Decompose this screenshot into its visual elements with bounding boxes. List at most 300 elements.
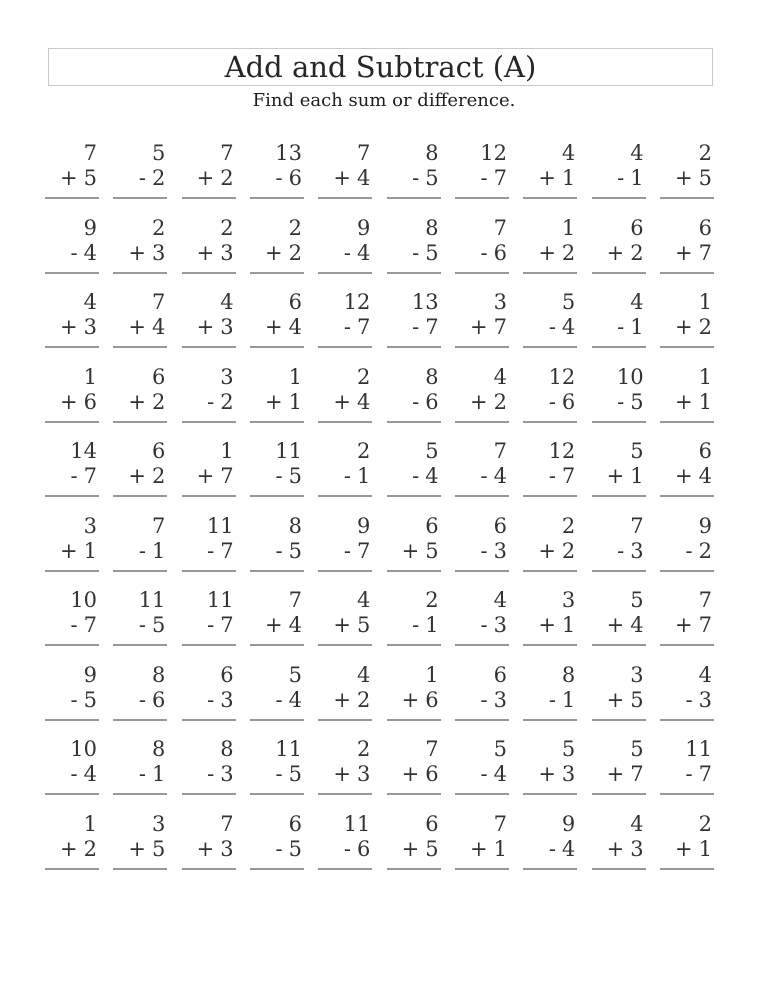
problem-top-number: 2 bbox=[425, 588, 439, 612]
minus-operator: - bbox=[412, 315, 420, 339]
problem-bottom-number: 1 bbox=[698, 836, 712, 861]
worksheet-title: Add and Subtract (A) bbox=[224, 49, 537, 84]
problem-top-number: 8 bbox=[425, 141, 439, 165]
problem-bottom-number: 7 bbox=[630, 762, 644, 786]
problem-top-number: 7 bbox=[493, 439, 507, 463]
plus-operator: + bbox=[674, 166, 693, 190]
plus-operator: + bbox=[128, 315, 146, 339]
problem-cell bbox=[45, 663, 99, 721]
problem-operation-row bbox=[660, 688, 714, 713]
problem-top-number: 2 bbox=[561, 513, 576, 538]
problem-bottom-number: 4 bbox=[83, 762, 97, 786]
problem-top-number: 8 bbox=[425, 364, 439, 389]
problem-cell bbox=[250, 588, 304, 646]
problem-bottom-number: 4 bbox=[425, 464, 439, 488]
problem-cell bbox=[660, 439, 714, 497]
plus-operator: + bbox=[60, 538, 78, 563]
problem-cell bbox=[592, 290, 646, 348]
problem-bottom-number: 5 bbox=[288, 762, 302, 786]
minus-operator: - bbox=[138, 687, 146, 712]
plus-operator: + bbox=[333, 389, 351, 414]
problem-cell bbox=[592, 216, 646, 274]
problem-cell bbox=[523, 588, 577, 646]
problem-bottom-number: 5 bbox=[698, 166, 712, 190]
problem-top-number: 7 bbox=[356, 141, 371, 165]
problem-operation-row bbox=[592, 166, 646, 191]
problem-operation-row bbox=[523, 464, 577, 489]
plus-operator: + bbox=[606, 613, 625, 637]
plus-operator: + bbox=[606, 762, 625, 786]
problem-bottom-number: 5 bbox=[630, 389, 644, 414]
problem-bottom-number: 1 bbox=[630, 166, 644, 190]
problem-bottom-number: 6 bbox=[425, 762, 439, 786]
plus-operator: + bbox=[469, 836, 488, 861]
problem-top-number: 1 bbox=[698, 290, 712, 314]
problem-top-number: 1 bbox=[561, 215, 576, 240]
problem-operation-row bbox=[182, 613, 236, 638]
problem-cell bbox=[387, 216, 441, 274]
problem-operation-row bbox=[250, 390, 304, 415]
problem-cell bbox=[250, 439, 304, 497]
problem-operation-row bbox=[455, 464, 509, 489]
minus-operator: - bbox=[412, 613, 420, 637]
problem-cell bbox=[318, 588, 372, 646]
problem-cell bbox=[250, 290, 304, 348]
problem-bottom-number: 1 bbox=[630, 315, 644, 339]
plus-operator: + bbox=[469, 389, 488, 414]
problem-cell bbox=[250, 514, 304, 572]
problem-operation-row bbox=[660, 241, 714, 266]
minus-operator: - bbox=[343, 538, 351, 563]
problem-operation-row bbox=[455, 241, 509, 266]
problem-operation-row bbox=[523, 539, 577, 564]
problem-operation-row bbox=[660, 390, 714, 415]
problem-top-number: 1 bbox=[698, 364, 712, 389]
worksheet-instructions: Find each sum or difference. bbox=[252, 90, 516, 111]
problem-cell bbox=[387, 514, 441, 572]
problem-operation-row bbox=[250, 762, 304, 787]
problem-top-number: 3 bbox=[561, 588, 576, 612]
problem-top-number: 12 bbox=[548, 439, 576, 463]
problem-bottom-number: 5 bbox=[151, 836, 166, 861]
problem-operation-row bbox=[182, 539, 236, 564]
problem-bottom-number: 3 bbox=[493, 613, 507, 637]
problem-operation-row bbox=[387, 241, 441, 266]
problem-bottom-number: 5 bbox=[288, 464, 302, 488]
problem-bottom-number: 1 bbox=[561, 613, 576, 637]
problem-cell bbox=[113, 290, 167, 348]
problem-cell bbox=[182, 588, 236, 646]
minus-operator: - bbox=[343, 315, 351, 339]
problem-cell bbox=[113, 365, 167, 423]
problem-bottom-number: 5 bbox=[288, 836, 302, 861]
problem-cell bbox=[182, 737, 236, 795]
problem-bottom-number: 2 bbox=[288, 240, 302, 265]
problem-operation-row bbox=[318, 166, 372, 191]
problem-cell bbox=[455, 588, 509, 646]
plus-operator: + bbox=[674, 240, 693, 265]
plus-operator: + bbox=[674, 315, 693, 339]
problem-cell bbox=[182, 141, 236, 199]
problem-operation-row bbox=[592, 539, 646, 564]
problem-cell bbox=[660, 737, 714, 795]
problem-operation-row bbox=[592, 762, 646, 787]
problem-operation-row bbox=[250, 166, 304, 191]
problem-cell bbox=[660, 514, 714, 572]
problem-operation-row bbox=[455, 762, 509, 787]
problem-cell bbox=[387, 439, 441, 497]
problem-cell bbox=[387, 812, 441, 870]
problem-cell bbox=[113, 514, 167, 572]
problem-operation-row bbox=[45, 390, 99, 415]
problem-top-number: 12 bbox=[480, 141, 507, 165]
plus-operator: + bbox=[674, 836, 693, 861]
problem-operation-row bbox=[387, 390, 441, 415]
problem-bottom-number: 2 bbox=[220, 389, 234, 414]
problem-top-number: 8 bbox=[561, 662, 576, 687]
problem-top-number: 7 bbox=[630, 513, 644, 538]
minus-operator: - bbox=[275, 538, 283, 563]
problem-bottom-number: 4 bbox=[493, 464, 507, 488]
problem-top-number: 7 bbox=[220, 811, 234, 836]
problem-cell bbox=[250, 663, 304, 721]
plus-operator: + bbox=[538, 166, 556, 190]
problem-cell bbox=[45, 514, 99, 572]
problem-operation-row bbox=[455, 688, 509, 713]
problem-top-number: 6 bbox=[220, 662, 234, 687]
problem-top-number: 6 bbox=[151, 364, 166, 389]
problem-operation-row bbox=[113, 762, 167, 787]
problem-operation-row bbox=[318, 464, 372, 489]
problem-bottom-number: 1 bbox=[561, 166, 576, 190]
problem-operation-row bbox=[592, 464, 646, 489]
problem-operation-row bbox=[45, 688, 99, 713]
problem-operation-row bbox=[113, 315, 167, 340]
minus-operator: - bbox=[275, 762, 283, 786]
problem-top-number: 3 bbox=[220, 364, 234, 389]
problem-operation-row bbox=[45, 241, 99, 266]
problem-bottom-number: 7 bbox=[356, 315, 371, 339]
minus-operator: - bbox=[207, 613, 215, 637]
problem-operation-row bbox=[318, 688, 372, 713]
minus-operator: - bbox=[275, 836, 283, 861]
problem-operation-row bbox=[113, 837, 167, 862]
problem-top-number: 5 bbox=[288, 662, 302, 687]
minus-operator: - bbox=[275, 166, 283, 190]
problem-top-number: 8 bbox=[220, 737, 234, 761]
problem-bottom-number: 2 bbox=[151, 464, 166, 488]
problem-bottom-number: 7 bbox=[493, 315, 507, 339]
problem-bottom-number: 3 bbox=[356, 762, 371, 786]
plus-operator: + bbox=[606, 240, 625, 265]
problem-top-number: 2 bbox=[698, 141, 712, 165]
problem-cell bbox=[45, 141, 99, 199]
problem-bottom-number: 5 bbox=[151, 613, 166, 637]
problem-bottom-number: 2 bbox=[83, 836, 97, 861]
plus-operator: + bbox=[128, 240, 146, 265]
problem-top-number: 8 bbox=[151, 662, 166, 687]
minus-operator: - bbox=[685, 687, 693, 712]
problem-bottom-number: 5 bbox=[425, 538, 439, 563]
minus-operator: - bbox=[685, 762, 693, 786]
plus-operator: + bbox=[606, 836, 625, 861]
problem-cell bbox=[455, 737, 509, 795]
problem-cell bbox=[455, 141, 509, 199]
problem-operation-row bbox=[113, 464, 167, 489]
plus-operator: + bbox=[265, 240, 283, 265]
problem-bottom-number: 6 bbox=[493, 240, 507, 265]
problem-top-number: 8 bbox=[151, 737, 166, 761]
problem-top-number: 5 bbox=[630, 439, 644, 463]
problem-operation-row bbox=[318, 837, 372, 862]
problem-top-number: 2 bbox=[288, 215, 302, 240]
problem-top-number: 4 bbox=[561, 141, 576, 165]
problem-cell bbox=[250, 141, 304, 199]
problem-top-number: 6 bbox=[425, 811, 439, 836]
plus-operator: + bbox=[196, 166, 215, 190]
problem-operation-row bbox=[592, 688, 646, 713]
plus-operator: + bbox=[265, 389, 283, 414]
plus-operator: + bbox=[196, 464, 215, 488]
problem-operation-row bbox=[660, 464, 714, 489]
problem-top-number: 5 bbox=[151, 141, 166, 165]
problem-operation-row bbox=[523, 241, 577, 266]
problem-top-number: 6 bbox=[151, 439, 166, 463]
minus-operator: - bbox=[480, 538, 488, 563]
plus-operator: + bbox=[265, 315, 283, 339]
problem-cell bbox=[387, 588, 441, 646]
problem-cell bbox=[182, 514, 236, 572]
problem-top-number: 3 bbox=[630, 662, 644, 687]
plus-operator: + bbox=[538, 538, 556, 563]
problem-top-number: 5 bbox=[561, 737, 576, 761]
problem-operation-row bbox=[660, 539, 714, 564]
problem-bottom-number: 1 bbox=[288, 389, 302, 414]
problem-bottom-number: 1 bbox=[493, 836, 507, 861]
problem-cell bbox=[523, 663, 577, 721]
minus-operator: - bbox=[617, 389, 625, 414]
problem-top-number: 5 bbox=[630, 737, 644, 761]
problem-cell bbox=[523, 812, 577, 870]
problem-cell bbox=[660, 365, 714, 423]
problem-bottom-number: 7 bbox=[356, 538, 371, 563]
problem-cell bbox=[182, 216, 236, 274]
plus-operator: + bbox=[128, 389, 146, 414]
plus-operator: + bbox=[333, 762, 351, 786]
problem-top-number: 9 bbox=[698, 513, 712, 538]
problem-operation-row bbox=[387, 539, 441, 564]
plus-operator: + bbox=[60, 166, 78, 190]
problem-cell bbox=[250, 365, 304, 423]
problem-cell bbox=[592, 737, 646, 795]
plus-operator: + bbox=[469, 315, 488, 339]
problem-top-number: 3 bbox=[493, 290, 507, 314]
problem-top-number: 1 bbox=[425, 662, 439, 687]
problem-bottom-number: 7 bbox=[83, 613, 97, 637]
problem-top-number: 7 bbox=[698, 588, 712, 612]
problem-operation-row bbox=[523, 762, 577, 787]
plus-operator: + bbox=[538, 762, 556, 786]
problem-bottom-number: 3 bbox=[630, 538, 644, 563]
problem-operation-row bbox=[182, 688, 236, 713]
problem-cell bbox=[113, 737, 167, 795]
problem-bottom-number: 1 bbox=[630, 464, 644, 488]
problem-cell bbox=[592, 439, 646, 497]
problem-bottom-number: 4 bbox=[493, 762, 507, 786]
problem-cell bbox=[45, 737, 99, 795]
problem-cell bbox=[455, 514, 509, 572]
problem-bottom-number: 7 bbox=[220, 538, 234, 563]
problem-operation-row bbox=[387, 613, 441, 638]
problem-top-number: 13 bbox=[275, 141, 302, 165]
problem-operation-row bbox=[592, 837, 646, 862]
problem-top-number: 14 bbox=[70, 439, 97, 463]
problem-cell bbox=[660, 588, 714, 646]
problem-cell bbox=[387, 290, 441, 348]
problem-top-number: 11 bbox=[138, 588, 166, 612]
problem-top-number: 4 bbox=[698, 662, 712, 687]
problem-operation-row bbox=[387, 464, 441, 489]
problem-bottom-number: 3 bbox=[220, 240, 234, 265]
minus-operator: - bbox=[70, 464, 78, 488]
plus-operator: + bbox=[196, 240, 215, 265]
problem-top-number: 7 bbox=[425, 737, 439, 761]
problem-operation-row bbox=[523, 166, 577, 191]
plus-operator: + bbox=[333, 687, 351, 712]
problem-bottom-number: 2 bbox=[220, 166, 234, 190]
problem-top-number: 7 bbox=[151, 290, 166, 314]
problem-cell bbox=[523, 439, 577, 497]
worksheet-title-box bbox=[48, 48, 713, 86]
problem-top-number: 8 bbox=[425, 215, 439, 240]
problem-operation-row bbox=[113, 613, 167, 638]
problem-top-number: 11 bbox=[275, 439, 302, 463]
plus-operator: + bbox=[265, 613, 283, 637]
plus-operator: + bbox=[606, 464, 625, 488]
problem-cell bbox=[455, 812, 509, 870]
problem-bottom-number: 2 bbox=[356, 687, 371, 712]
problem-top-number: 5 bbox=[493, 737, 507, 761]
minus-operator: - bbox=[70, 687, 78, 712]
minus-operator: - bbox=[685, 538, 693, 563]
problem-bottom-number: 4 bbox=[630, 613, 644, 637]
problem-operation-row bbox=[250, 464, 304, 489]
problem-operation-row bbox=[523, 688, 577, 713]
minus-operator: - bbox=[480, 240, 488, 265]
problem-cell bbox=[318, 663, 372, 721]
minus-operator: - bbox=[275, 464, 283, 488]
problem-operation-row bbox=[182, 837, 236, 862]
problem-top-number: 4 bbox=[83, 290, 97, 314]
problem-cell bbox=[113, 588, 167, 646]
minus-operator: - bbox=[480, 762, 488, 786]
minus-operator: - bbox=[70, 762, 78, 786]
problem-bottom-number: 2 bbox=[561, 538, 576, 563]
problem-operation-row bbox=[455, 315, 509, 340]
problem-operation-row bbox=[387, 762, 441, 787]
problem-cell bbox=[318, 216, 372, 274]
problem-operation-row bbox=[250, 688, 304, 713]
problem-top-number: 11 bbox=[206, 588, 234, 612]
problem-cell bbox=[660, 290, 714, 348]
problem-bottom-number: 4 bbox=[356, 166, 371, 190]
problem-top-number: 10 bbox=[616, 364, 644, 389]
problem-top-number: 7 bbox=[83, 141, 97, 165]
problem-operation-row bbox=[455, 166, 509, 191]
problem-cell bbox=[182, 290, 236, 348]
problem-operation-row bbox=[660, 837, 714, 862]
problem-bottom-number: 3 bbox=[220, 687, 234, 712]
problem-top-number: 2 bbox=[151, 215, 166, 240]
problem-bottom-number: 4 bbox=[561, 836, 576, 861]
problem-bottom-number: 5 bbox=[356, 613, 371, 637]
problem-cell bbox=[592, 812, 646, 870]
minus-operator: - bbox=[138, 762, 146, 786]
problem-operation-row bbox=[455, 539, 509, 564]
problem-cell bbox=[660, 663, 714, 721]
problem-cell bbox=[523, 737, 577, 795]
minus-operator: - bbox=[412, 166, 420, 190]
problem-bottom-number: 7 bbox=[561, 464, 576, 488]
problem-bottom-number: 4 bbox=[356, 240, 371, 265]
problem-operation-row bbox=[660, 315, 714, 340]
problem-bottom-number: 3 bbox=[630, 836, 644, 861]
problem-cell bbox=[182, 663, 236, 721]
problem-cell bbox=[45, 439, 99, 497]
problem-top-number: 9 bbox=[356, 513, 371, 538]
plus-operator: + bbox=[674, 389, 693, 414]
plus-operator: + bbox=[60, 836, 78, 861]
plus-operator: + bbox=[196, 315, 215, 339]
plus-operator: + bbox=[128, 836, 146, 861]
problem-cell bbox=[660, 812, 714, 870]
problem-bottom-number: 5 bbox=[425, 240, 439, 265]
problem-bottom-number: 1 bbox=[698, 389, 712, 414]
problem-bottom-number: 4 bbox=[288, 613, 302, 637]
minus-operator: - bbox=[412, 464, 420, 488]
problem-operation-row bbox=[523, 613, 577, 638]
problem-cell bbox=[592, 365, 646, 423]
problem-cell bbox=[455, 216, 509, 274]
problem-top-number: 6 bbox=[698, 439, 712, 463]
problem-bottom-number: 6 bbox=[425, 687, 439, 712]
problem-operation-row bbox=[455, 837, 509, 862]
problem-cell bbox=[318, 365, 372, 423]
problem-bottom-number: 2 bbox=[698, 315, 712, 339]
problem-operation-row bbox=[113, 688, 167, 713]
problem-bottom-number: 3 bbox=[220, 762, 234, 786]
problem-cell bbox=[318, 141, 372, 199]
problem-cell bbox=[318, 290, 372, 348]
problem-operation-row bbox=[660, 762, 714, 787]
problem-cell bbox=[660, 141, 714, 199]
problem-cell bbox=[113, 663, 167, 721]
problem-operation-row bbox=[45, 315, 99, 340]
problem-top-number: 1 bbox=[288, 364, 302, 389]
minus-operator: - bbox=[138, 166, 146, 190]
problem-operation-row bbox=[113, 539, 167, 564]
problem-cell bbox=[182, 439, 236, 497]
problem-operation-row bbox=[318, 390, 372, 415]
problem-cell bbox=[592, 663, 646, 721]
problem-bottom-number: 5 bbox=[83, 166, 97, 190]
problem-bottom-number: 4 bbox=[356, 389, 371, 414]
problem-operation-row bbox=[660, 613, 714, 638]
minus-operator: - bbox=[70, 613, 78, 637]
problem-cell bbox=[318, 439, 372, 497]
problem-operation-row bbox=[45, 613, 99, 638]
problem-cell bbox=[592, 514, 646, 572]
